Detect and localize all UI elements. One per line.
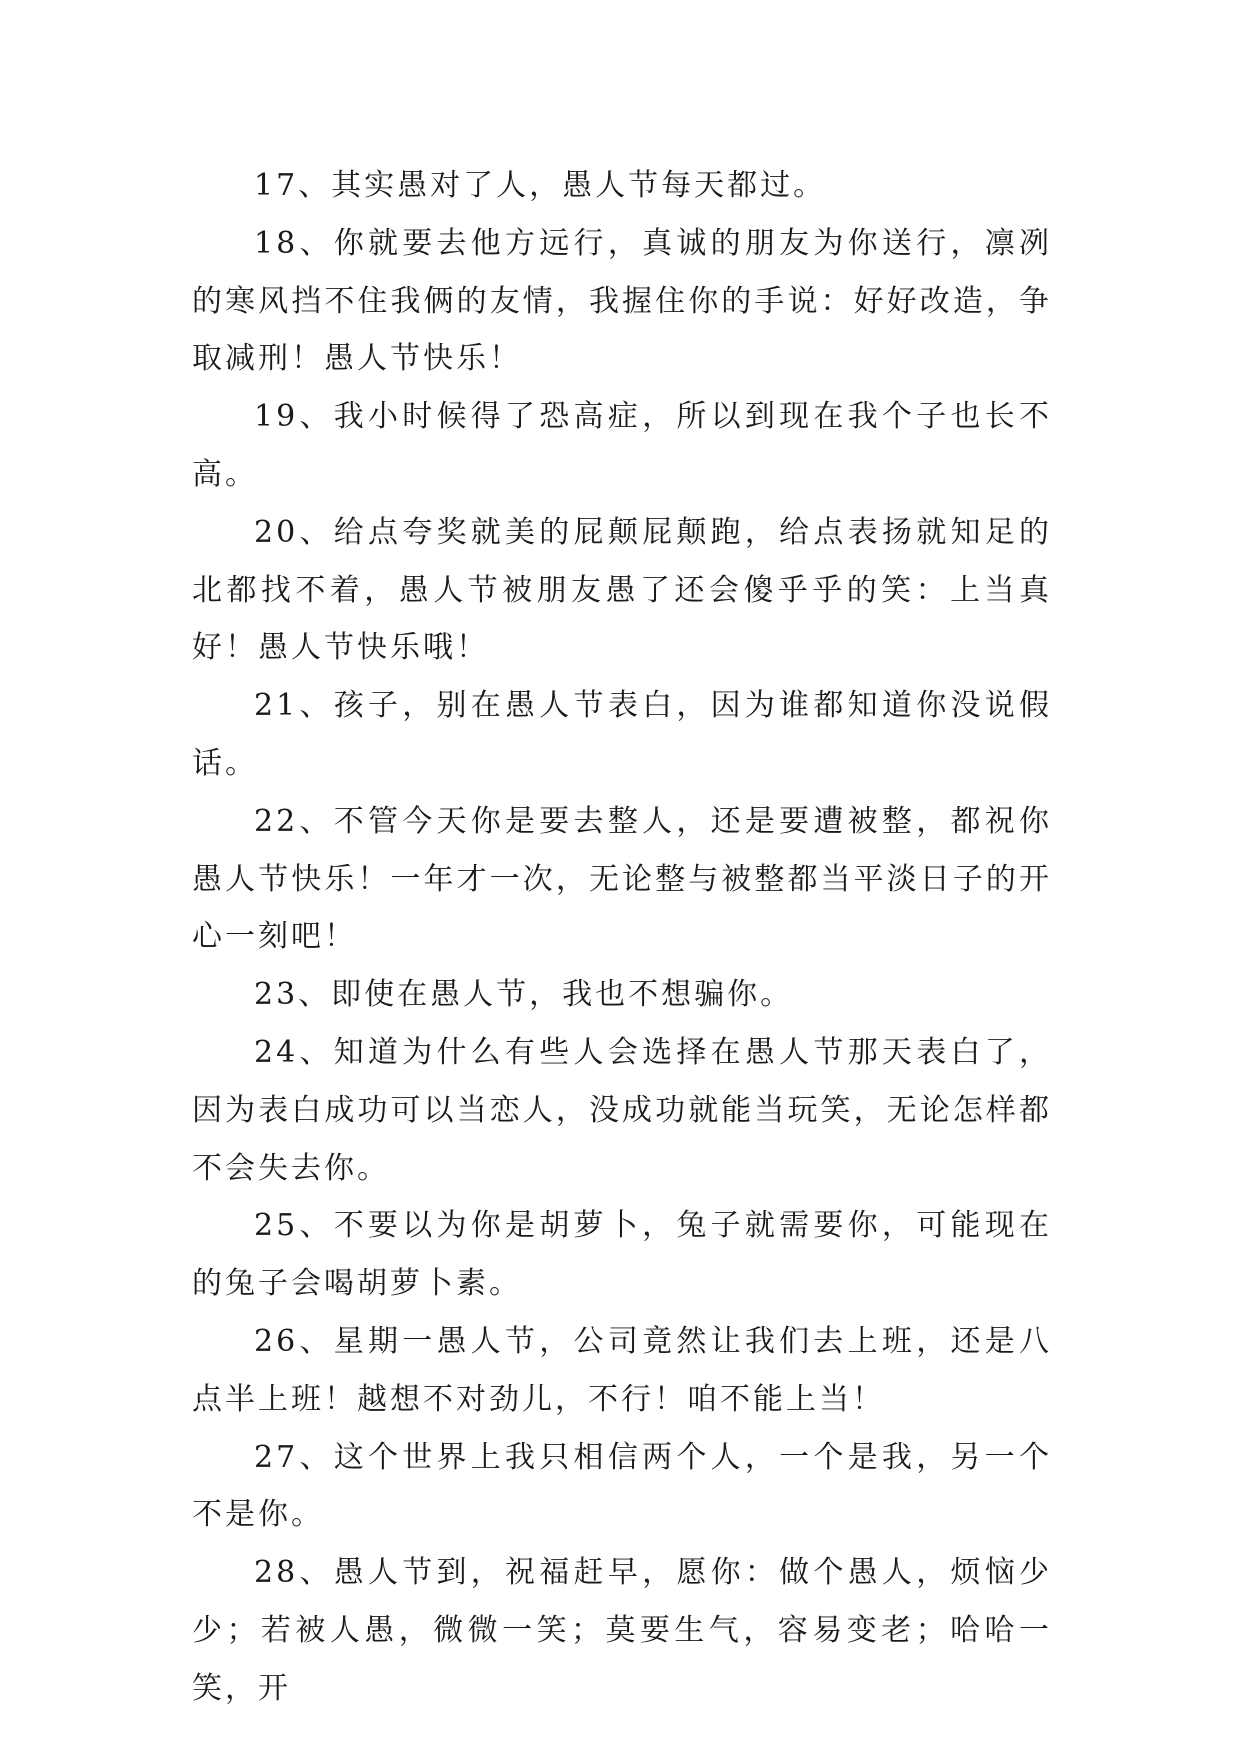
paragraph-26: 26、星期一愚人节，公司竟然让我们去上班，还是八点半上班！越想不对劲儿，不行！咱不能上当！ bbox=[192, 1323, 1052, 1417]
paragraph-22: 22、不管今天你是要去整人，还是要遭被整，都祝你愚人节快乐！一年才一次，无论整与被整都当平淡日子的开心一刻吧！ bbox=[192, 803, 1052, 955]
paragraph-28: 28、愚人节到，祝福赶早，愿你：做个愚人，烦恼少少；若被人愚，微微一笑；莫要生气，容易变老；哈哈一笑，开 bbox=[192, 1555, 1052, 1706]
document-body bbox=[192, 157, 1052, 1718]
paragraph-17: 17、其实愚对了人，愚人节每天都过。 bbox=[254, 168, 827, 203]
paragraph-20: 20、给点夸奖就美的屁颠屁颠跑，给点表扬就知足的北都找不着，愚人节被朋友愚了还会傻乎乎的笑：上当真好！愚人节快乐哦！ bbox=[192, 514, 1052, 666]
paragraph-25: 25、不要以为你是胡萝卜，兔子就需要你，可能现在的兔子会喝胡萝卜素。 bbox=[192, 1208, 1052, 1302]
paragraph-24: 24、知道为什么有些人会选择在愚人节那天表白了，因为表白成功可以当恋人，没成功就能当玩笑，无论怎样都不会失去你。 bbox=[192, 1034, 1052, 1186]
paragraph-21: 21、孩子，别在愚人节表白，因为谁都知道你没说假话。 bbox=[192, 688, 1052, 781]
paragraph-19: 19、我小时候得了恐高症，所以到现在我个子也长不高。 bbox=[192, 399, 1052, 492]
paragraph-23: 23、即使在愚人节，我也不想骗你。 bbox=[254, 977, 794, 1013]
paragraph-27: 27、这个世界上我只相信两个人，一个是我，另一个不是你。 bbox=[192, 1439, 1052, 1533]
paragraph-18: 18、你就要去他方远行，真诚的朋友为你送行，凛冽的寒风挡不住我俩的友情，我握住你的手说：好好改造，争取减刑！愚人节快乐！ bbox=[192, 225, 1052, 377]
